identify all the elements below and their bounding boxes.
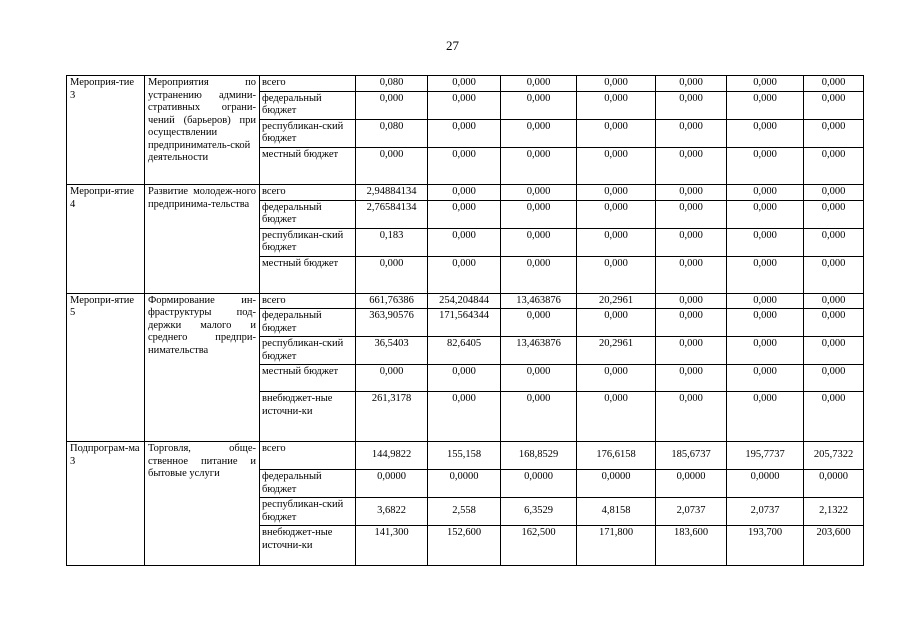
budget-table xyxy=(66,75,864,566)
value-cell: 0,0000 xyxy=(501,470,577,498)
value-cell: 0,000 xyxy=(501,119,577,147)
value-cell: 0,000 xyxy=(656,365,727,392)
funding-source: республикан-ский бюджет xyxy=(260,119,356,147)
value-cell: 155,158 xyxy=(428,442,501,470)
value-cell: 0,0000 xyxy=(356,470,428,498)
value-cell: 0,000 xyxy=(356,365,428,392)
value-cell: 0,000 xyxy=(804,119,864,147)
value-cell: 0,000 xyxy=(656,309,727,337)
value-cell: 0,000 xyxy=(727,365,804,392)
value-cell: 0,000 xyxy=(804,228,864,256)
value-cell: 0,000 xyxy=(501,91,577,119)
table-row xyxy=(67,76,864,92)
value-cell: 0,000 xyxy=(727,185,804,201)
value-cell: 193,700 xyxy=(727,526,804,566)
value-cell: 0,000 xyxy=(577,392,656,442)
funding-source: внебюджет-ные источни-ки xyxy=(260,392,356,442)
value-cell: 0,000 xyxy=(577,119,656,147)
value-cell: 0,000 xyxy=(656,91,727,119)
value-cell: 205,7322 xyxy=(804,442,864,470)
value-cell: 0,000 xyxy=(577,76,656,92)
value-cell: 0,000 xyxy=(727,293,804,309)
value-cell: 0,000 xyxy=(356,256,428,293)
value-cell: 0,000 xyxy=(577,365,656,392)
value-cell: 13,463876 xyxy=(501,293,577,309)
value-cell: 0,000 xyxy=(577,228,656,256)
value-cell: 0,000 xyxy=(501,200,577,228)
value-cell: 261,3178 xyxy=(356,392,428,442)
value-cell: 0,000 xyxy=(501,256,577,293)
value-cell: 144,9822 xyxy=(356,442,428,470)
section-description: Формирование ин-фраструктуры под-держки малого и среднего предпри-нимательства xyxy=(145,293,260,442)
funding-source: внебюджет-ные источни-ки xyxy=(260,526,356,566)
value-cell: 0,0000 xyxy=(577,470,656,498)
funding-source: местный бюджет xyxy=(260,147,356,184)
funding-source: местный бюджет xyxy=(260,365,356,392)
value-cell: 0,0000 xyxy=(804,470,864,498)
funding-source: федеральный бюджет xyxy=(260,91,356,119)
value-cell: 152,600 xyxy=(428,526,501,566)
value-cell: 171,564344 xyxy=(428,309,501,337)
value-cell: 0,000 xyxy=(727,256,804,293)
value-cell: 0,000 xyxy=(428,91,501,119)
funding-source: республикан-ский бюджет xyxy=(260,498,356,526)
value-cell: 0,000 xyxy=(656,185,727,201)
value-cell: 0,000 xyxy=(656,337,727,365)
value-cell: 0,000 xyxy=(501,365,577,392)
funding-source: всего xyxy=(260,76,356,92)
value-cell: 2,558 xyxy=(428,498,501,526)
value-cell: 183,600 xyxy=(656,526,727,566)
value-cell: 20,2961 xyxy=(577,293,656,309)
funding-source: местный бюджет xyxy=(260,256,356,293)
value-cell: 0,000 xyxy=(501,309,577,337)
value-cell: 0,000 xyxy=(804,147,864,184)
funding-source: всего xyxy=(260,442,356,470)
section-description: Мероприятия по устранению админи-стративных ограни-чений (барьеров) при осуществлении предприниматель-ской деятельности xyxy=(145,76,260,185)
value-cell: 0,000 xyxy=(577,185,656,201)
value-cell: 0,000 xyxy=(577,309,656,337)
value-cell: 0,000 xyxy=(656,200,727,228)
value-cell: 0,000 xyxy=(727,91,804,119)
value-cell: 0,000 xyxy=(428,185,501,201)
value-cell: 0,000 xyxy=(656,392,727,442)
table-row xyxy=(67,293,864,309)
value-cell: 20,2961 xyxy=(577,337,656,365)
value-cell: 185,6737 xyxy=(656,442,727,470)
funding-source: всего xyxy=(260,293,356,309)
section-name: Меропри-ятие 5 xyxy=(67,293,145,442)
value-cell: 162,500 xyxy=(501,526,577,566)
value-cell: 36,5403 xyxy=(356,337,428,365)
value-cell: 0,000 xyxy=(804,76,864,92)
value-cell: 0,000 xyxy=(428,200,501,228)
value-cell: 0,000 xyxy=(501,76,577,92)
value-cell: 0,000 xyxy=(656,256,727,293)
value-cell: 0,000 xyxy=(804,337,864,365)
value-cell: 3,6822 xyxy=(356,498,428,526)
value-cell: 0,000 xyxy=(727,147,804,184)
value-cell: 0,000 xyxy=(428,147,501,184)
value-cell: 0,000 xyxy=(804,309,864,337)
value-cell: 2,0737 xyxy=(727,498,804,526)
value-cell: 6,3529 xyxy=(501,498,577,526)
value-cell: 0,000 xyxy=(428,392,501,442)
table-row xyxy=(67,185,864,201)
value-cell: 0,000 xyxy=(727,76,804,92)
value-cell: 0,000 xyxy=(727,119,804,147)
value-cell: 0,000 xyxy=(428,76,501,92)
value-cell: 0,000 xyxy=(577,200,656,228)
value-cell: 82,6405 xyxy=(428,337,501,365)
funding-source: республикан-ский бюджет xyxy=(260,337,356,365)
value-cell: 0,000 xyxy=(428,119,501,147)
funding-source: республикан-ский бюджет xyxy=(260,228,356,256)
value-cell: 0,000 xyxy=(501,392,577,442)
funding-source: федеральный бюджет xyxy=(260,200,356,228)
funding-source: федеральный бюджет xyxy=(260,309,356,337)
value-cell: 0,000 xyxy=(656,147,727,184)
value-cell: 176,6158 xyxy=(577,442,656,470)
value-cell: 0,000 xyxy=(656,293,727,309)
value-cell: 0,000 xyxy=(804,256,864,293)
value-cell: 661,76386 xyxy=(356,293,428,309)
value-cell: 0,000 xyxy=(656,228,727,256)
funding-source: всего xyxy=(260,185,356,201)
value-cell: 0,000 xyxy=(428,256,501,293)
value-cell: 0,000 xyxy=(428,228,501,256)
value-cell: 0,000 xyxy=(804,91,864,119)
value-cell: 0,000 xyxy=(577,256,656,293)
value-cell: 0,000 xyxy=(727,337,804,365)
value-cell: 0,080 xyxy=(356,76,428,92)
value-cell: 0,000 xyxy=(804,365,864,392)
section-name: Подпрограм-ма 3 xyxy=(67,442,145,566)
value-cell: 0,000 xyxy=(727,200,804,228)
value-cell: 195,7737 xyxy=(727,442,804,470)
value-cell: 0,0000 xyxy=(727,470,804,498)
value-cell: 2,94884134 xyxy=(356,185,428,201)
value-cell: 2,76584134 xyxy=(356,200,428,228)
value-cell: 0,0000 xyxy=(428,470,501,498)
value-cell: 141,300 xyxy=(356,526,428,566)
funding-source: федеральный бюджет xyxy=(260,470,356,498)
section-name: Меропри-ятие 4 xyxy=(67,185,145,294)
value-cell: 254,204844 xyxy=(428,293,501,309)
value-cell: 0,000 xyxy=(804,293,864,309)
value-cell: 0,000 xyxy=(727,392,804,442)
value-cell: 0,0000 xyxy=(656,470,727,498)
value-cell: 0,080 xyxy=(356,119,428,147)
value-cell: 171,800 xyxy=(577,526,656,566)
section-name: Мероприя-тие 3 xyxy=(67,76,145,185)
value-cell: 0,000 xyxy=(656,76,727,92)
value-cell: 0,000 xyxy=(428,365,501,392)
value-cell: 0,000 xyxy=(356,91,428,119)
value-cell: 0,000 xyxy=(501,185,577,201)
value-cell: 0,000 xyxy=(577,147,656,184)
value-cell: 0,000 xyxy=(501,147,577,184)
section-description: Торговля, обще-ственное питание и бытовые услуги xyxy=(145,442,260,566)
value-cell: 0,000 xyxy=(804,185,864,201)
value-cell: 2,1322 xyxy=(804,498,864,526)
value-cell: 0,183 xyxy=(356,228,428,256)
value-cell: 0,000 xyxy=(356,147,428,184)
value-cell: 2,0737 xyxy=(656,498,727,526)
value-cell: 0,000 xyxy=(727,228,804,256)
page-number: 27 xyxy=(446,38,459,53)
section-description: Развитие молодеж-ного предпринима-тельства xyxy=(145,185,260,294)
value-cell: 13,463876 xyxy=(501,337,577,365)
value-cell: 363,90576 xyxy=(356,309,428,337)
table-row xyxy=(67,442,864,470)
value-cell: 0,000 xyxy=(577,91,656,119)
value-cell: 0,000 xyxy=(804,200,864,228)
value-cell: 168,8529 xyxy=(501,442,577,470)
value-cell: 0,000 xyxy=(656,119,727,147)
value-cell: 0,000 xyxy=(501,228,577,256)
value-cell: 0,000 xyxy=(804,392,864,442)
value-cell: 0,000 xyxy=(727,309,804,337)
value-cell: 203,600 xyxy=(804,526,864,566)
value-cell: 4,8158 xyxy=(577,498,656,526)
